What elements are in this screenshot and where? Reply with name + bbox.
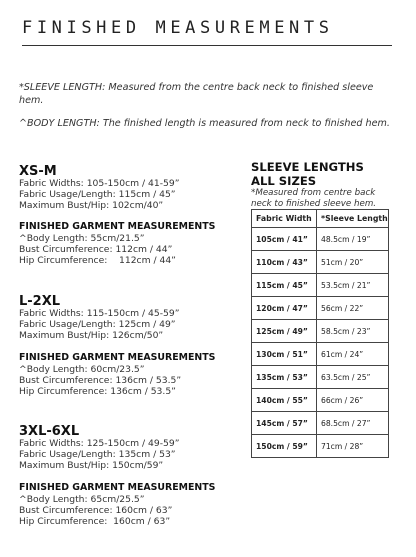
fabric-width-cell: 110cm / 43” [252,251,317,274]
fabric-usage: Fabric Usage/Length: 125cm / 49” [19,319,176,330]
fabric-width-cell: 130cm / 51” [252,343,317,366]
sleeve-length-table [251,209,389,458]
fabric-widths: Fabric Widths: 115-150cm / 45-59” [19,308,180,319]
fabric-width-cell: 125cm / 49” [252,320,317,343]
sleeve-length-cell: 61cm / 24” [317,343,389,366]
fabric-width-cell: 120cm / 47” [252,297,317,320]
fabric-width-cell: 105cm / 41” [252,228,317,251]
table-row [252,366,389,389]
fabric-width-cell: 140cm / 55” [252,389,317,412]
sleeve-length-cell: 63.5cm / 25” [317,366,389,389]
size-heading-xs-m: XS-M [19,164,57,179]
sleeve-length-cell: 71cm / 28” [317,435,389,458]
hip-circumference: Hip Circumference: 136cm / 53.5” [19,386,176,397]
hip-circumference: Hip Circumference: 160cm / 63” [19,516,171,527]
sleeve-lengths-title: SLEEVE LENGTHS [251,160,364,174]
table-row [252,412,389,435]
finished-garment-heading: FINISHED GARMENT MEASUREMENTS [19,482,216,493]
sleeve-length-cell: 53.5cm / 21” [317,274,389,297]
fabric-widths: Fabric Widths: 125-150cm / 49-59” [19,438,180,449]
table-row [252,297,389,320]
finished-garment-heading: FINISHED GARMENT MEASUREMENTS [19,352,216,363]
sleeve-length-cell: 66cm / 26” [317,389,389,412]
sleeve-length-cell: 56cm / 22” [317,297,389,320]
body-length: ^Body Length: 60cm/23.5” [19,364,145,375]
sleeve-length-cell: 48.5cm / 19” [317,228,389,251]
fabric-width-cell: 150cm / 59” [252,435,317,458]
fabric-width-cell: 145cm / 57” [252,412,317,435]
max-bust-hip: Maximum Bust/Hip: 102cm/40” [19,200,164,211]
max-bust-hip: Maximum Bust/Hip: 126cm/50” [19,330,164,341]
sleeve-lengths-subtitle: ALL SIZES [251,174,317,188]
size-heading-3xl-6xl: 3XL-6XL [19,424,80,439]
fabric-usage: Fabric Usage/Length: 115cm / 45” [19,189,176,200]
sleeve-length-note: *SLEEVE LENGTH: Measured from the centre back neck to finished sleeve hem. [19,82,374,106]
bust-circumference: Bust Circumference: 136cm / 53.5” [19,375,182,386]
finished-garment-heading: FINISHED GARMENT MEASUREMENTS [19,221,216,232]
column-header-fabric-width: Fabric Width [252,210,317,228]
size-heading-l-2xl: L-2XL [19,294,61,309]
fabric-usage: Fabric Usage/Length: 135cm / 53” [19,449,176,460]
bust-circumference: Bust Circumference: 112cm / 44” [19,244,173,255]
table-row [252,343,389,366]
body-length-note: ^BODY LENGTH: The finished length is measured from neck to finished hem. [19,118,390,129]
table-row [252,320,389,343]
fabric-widths: Fabric Widths: 105-150cm / 41-59” [19,178,180,189]
table-row [252,389,389,412]
table-header-row [252,210,389,228]
sleeve-lengths-heading [251,160,364,188]
page-title: FINISHED MEASUREMENTS [22,18,334,38]
hip-circumference: Hip Circumference: 112cm / 44” [19,255,176,266]
fabric-width-cell: 115cm / 45” [252,274,317,297]
body-length: ^Body Length: 55cm/21.5” [19,233,145,244]
table-row [252,228,389,251]
max-bust-hip: Maximum Bust/Hip: 150cm/59” [19,460,164,471]
sleeve-length-cell: 68.5cm / 27” [317,412,389,435]
bust-circumference: Bust Circumference: 160cm / 63” [19,505,173,516]
title-divider [22,45,392,46]
sleeve-measure-note: *Measured from centre back neck to finished sleeve hem. [251,188,377,209]
sleeve-length-cell: 51cm / 20” [317,251,389,274]
fabric-width-cell: 135cm / 53” [252,366,317,389]
table-row [252,251,389,274]
body-length: ^Body Length: 65cm/25.5” [19,494,145,505]
table-row [252,274,389,297]
column-header-sleeve-length: *Sleeve Length [317,210,389,228]
sleeve-length-cell: 58.5cm / 23” [317,320,389,343]
table-row [252,435,389,458]
